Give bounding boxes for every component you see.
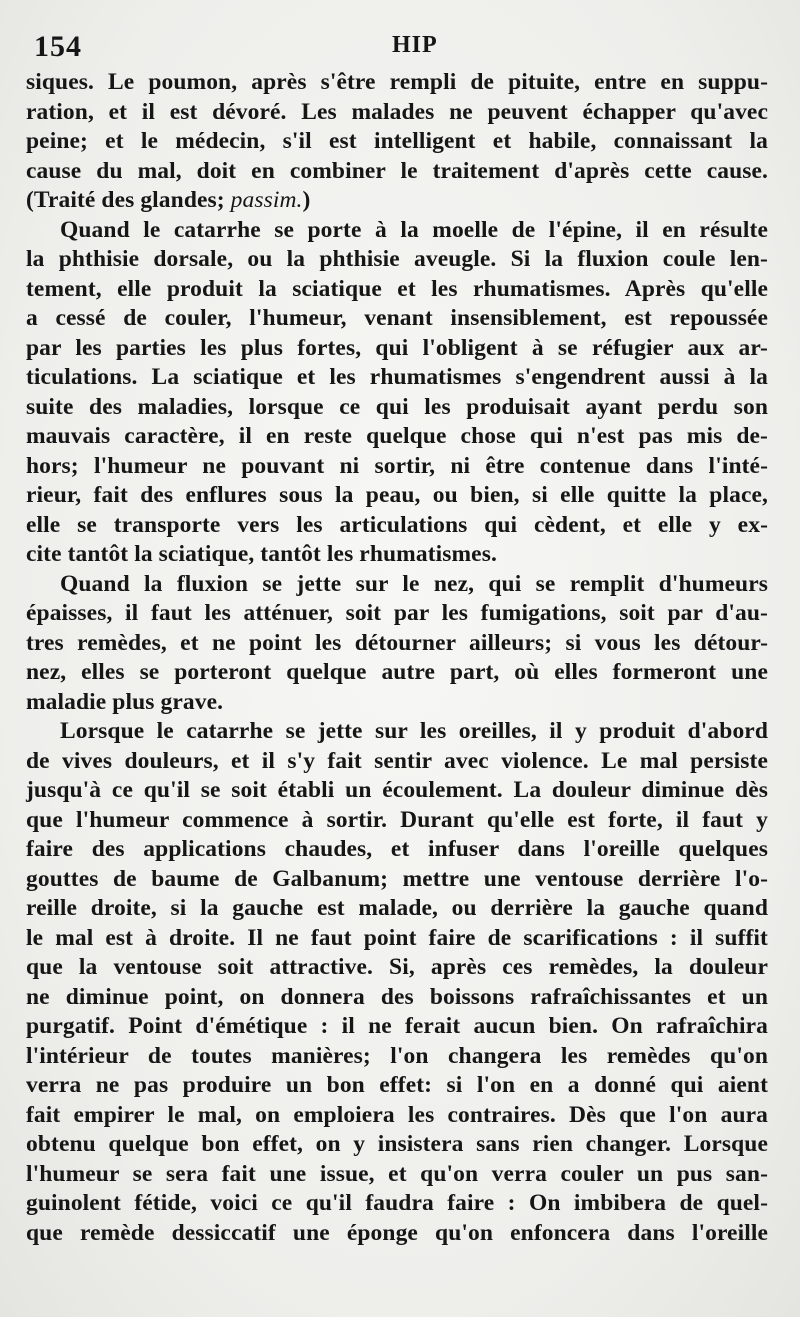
text-line: verra ne pas produire un bon effet: si l'on en a donné qui aient — [26, 1072, 768, 1098]
text-line: ration, et il est dévoré. Les malades ne peuvent échapper qu'avec — [26, 98, 768, 125]
text-line: l'intérieur de toutes manières; l'on changera les remèdes qu'on — [26, 1042, 768, 1069]
text-line: suite des maladies, lorsque ce qui les produisait ayant perdu son — [26, 393, 768, 420]
text-line: l'humeur se sera fait une issue, et qu'on verra couler un pus san- — [26, 1160, 768, 1187]
text-line: faire des applications chaudes, et infuser dans l'oreille quelques — [26, 836, 768, 862]
text-line: Quand le catarrhe se porte à la moelle de l'épine, il en résulte — [60, 216, 768, 243]
text-line: guinolent fétide, voici ce qu'il faudra faire : On imbibera de quel- — [26, 1190, 768, 1216]
running-head: HIP — [392, 32, 438, 58]
text-line: la phthisie dorsale, ou la phthisie aveugle. Si la fluxion coule len- — [26, 246, 768, 272]
text-line: cite tantôt la sciatique, tantôt les rhumatismes. — [26, 541, 497, 567]
text-line: épaisses, il faut les atténuer, soit par les fumigations, soit par d'au- — [26, 600, 768, 626]
text-line: par les parties les plus fortes, qui l'obligent à se réfugier aux ar- — [26, 334, 768, 361]
text-line: peine; et le médecin, s'il est intelligent et habile, connaissant la — [26, 128, 768, 154]
text-line: gouttes de baume de Galbanum; mettre une ventouse derrière l'o- — [26, 865, 768, 892]
text-line: (Traité des glandes; passim.) — [26, 187, 311, 213]
italic-term: passim. — [230, 187, 303, 213]
text-line: rieur, fait des enflures sous la peau, ou bien, si elle quitte la place, — [26, 482, 768, 508]
text-line: hors; l'humeur ne pouvant ni sortir, ni être contenue dans l'inté- — [26, 452, 768, 479]
text-line: fait empirer le mal, on emploiera les contraires. Dès que l'on aura — [26, 1101, 768, 1128]
text-line: siques. Le poumon, après s'être rempli de pituite, entre en suppu- — [26, 69, 768, 95]
body-text — [26, 68, 768, 1248]
text-line: maladie plus grave. — [26, 688, 224, 715]
text-line: Quand la fluxion se jette sur le nez, qui se remplit d'humeurs — [60, 570, 768, 597]
text-line: de vives douleurs, et il s'y fait sentir avec violence. Le mal persiste — [26, 747, 768, 774]
text-line: reille droite, si la gauche est malade, ou derrière la gauche quand — [26, 895, 768, 921]
text-line: que l'humeur commence à sortir. Durant qu'elle est forte, il faut y — [26, 806, 768, 833]
text-line: ne diminue point, on donnera des boissons rafraîchissantes et un — [26, 983, 768, 1010]
text-line: purgatif. Point d'émétique : il ne ferait aucun bien. On rafraîchira — [26, 1013, 768, 1039]
text-line: tement, elle produit la sciatique et les rhumatismes. Après qu'elle — [26, 275, 768, 302]
text-line: nez, elles se porteront quelque autre part, où elles formeront une — [26, 659, 768, 685]
text-line: a cessé de couler, l'humeur, venant insensiblement, est repoussée — [26, 305, 768, 331]
text-line: que la ventouse soit attractive. Si, après ces remèdes, la douleur — [26, 954, 768, 980]
text-line: le mal est à droite. Il ne faut point faire de scarifications : il suffit — [26, 924, 768, 951]
text-line: tres remèdes, et ne point les détourner ailleurs; si vous les détour- — [26, 629, 768, 656]
text-line: cause du mal, doit en combiner le traitement d'après cette cause. — [26, 157, 768, 184]
text-line: mauvais caractère, il en reste quelque chose qui n'est pas mis de- — [26, 423, 768, 449]
text-line: Lorsque le catarrhe se jette sur les oreilles, il y produit d'abord — [60, 718, 768, 744]
text-line: ticulations. La sciatique et les rhumatismes s'engendrent aussi à la — [26, 364, 768, 390]
text-line: jusqu'à ce qu'il se soit établi un écoulement. La douleur diminue dès — [26, 777, 768, 803]
page-header — [34, 30, 766, 70]
text-line: elle se transporte vers les articulations qui cèdent, et elle y ex- — [26, 511, 768, 538]
page-number: 154 — [34, 30, 82, 63]
text-line: obtenu quelque bon effet, on y insistera sans rien changer. Lorsque — [26, 1131, 768, 1157]
text-line: que remède dessiccatif une éponge qu'on enfoncera dans l'oreille — [26, 1219, 768, 1246]
